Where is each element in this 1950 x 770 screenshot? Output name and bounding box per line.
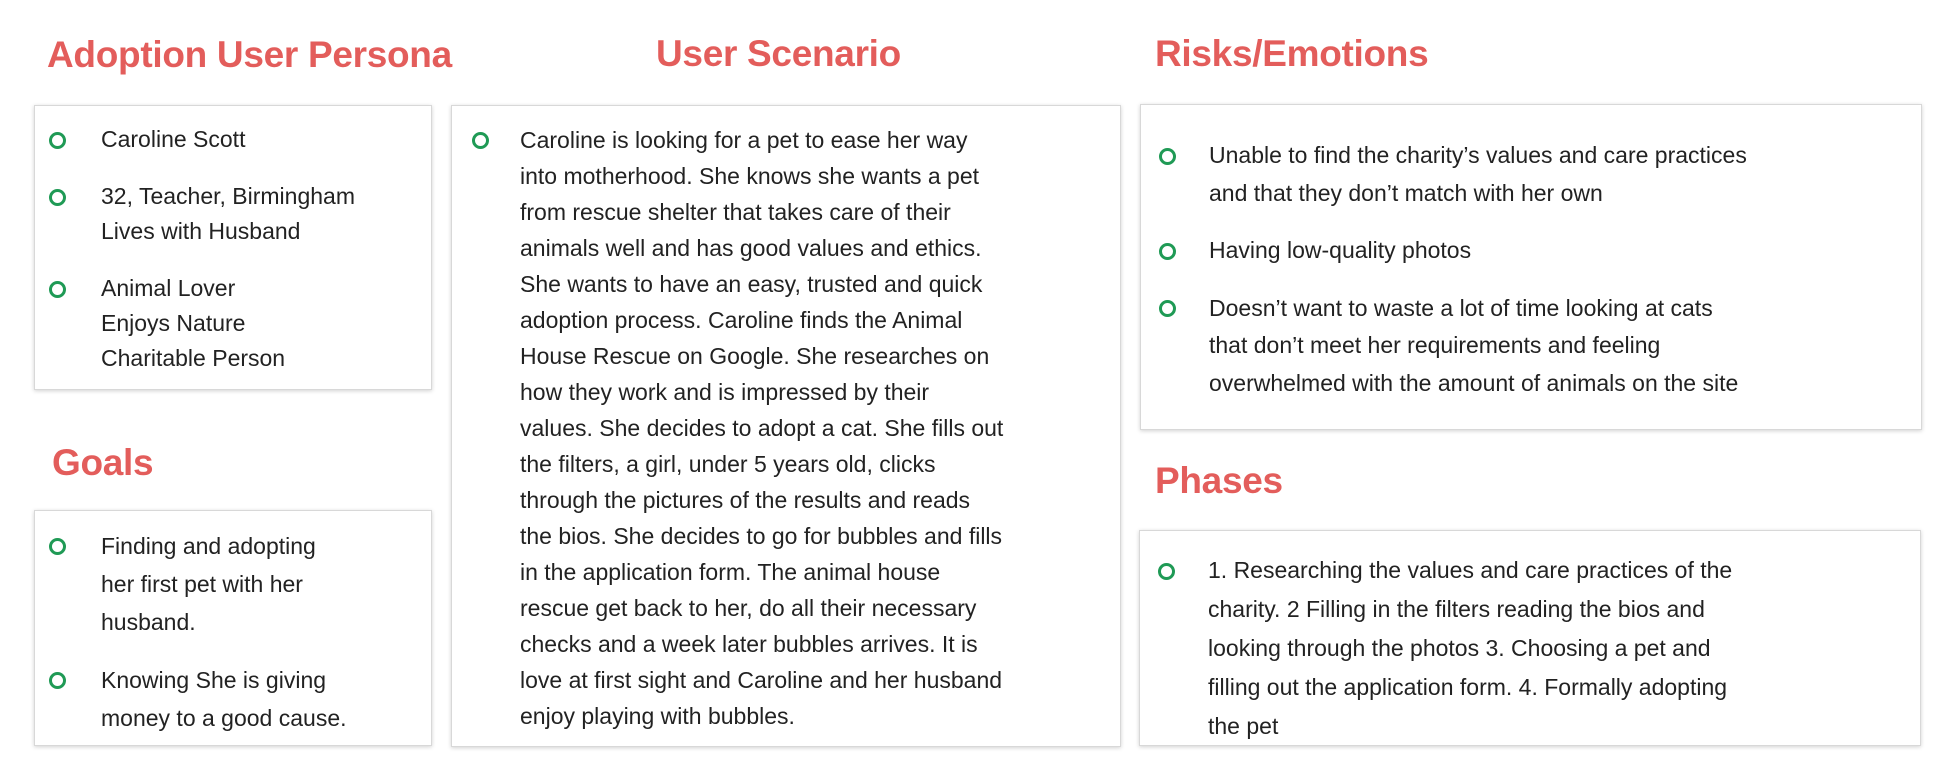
list-item <box>1140 551 1920 746</box>
list-item <box>1141 290 1921 403</box>
bullet-circle-icon <box>1159 148 1176 165</box>
item-text-line: in the application form. The animal house <box>520 559 941 585</box>
item-text-line: animals well and has good values and ethics. <box>520 235 982 261</box>
item-text-line: Lives with Husband <box>101 218 301 244</box>
bullet-circle-icon <box>1159 300 1176 317</box>
list-item <box>35 661 431 737</box>
item-text-line: House Rescue on Google. She researches on <box>520 343 990 369</box>
item-text-line: the pet <box>1208 713 1279 739</box>
bullet-circle-icon <box>49 538 66 555</box>
item-text-line: Unable to find the charity’s values and care practices <box>1209 142 1747 168</box>
item-text-line: through the pictures of the results and reads <box>520 487 971 513</box>
item-text-line: filling out the application form. 4. Formally adopting <box>1208 674 1728 700</box>
list-item <box>1141 137 1921 212</box>
item-text-line: Knowing She is giving <box>101 667 327 693</box>
item-text-line: values. She decides to adopt a cat. She fills out <box>520 415 1004 441</box>
bullet-circle-icon <box>1159 243 1176 260</box>
list-item <box>35 179 431 249</box>
item-text-line: love at first sight and Caroline and her husband <box>520 667 1003 693</box>
persona-card <box>34 105 432 390</box>
item-text-line: 1. Researching the values and care practices of the <box>1208 557 1733 583</box>
item-text-line: Charitable Person <box>101 345 286 371</box>
bullet-circle-icon <box>49 672 66 689</box>
item-text-line: how they work and is impressed by their <box>520 379 930 405</box>
risks-card <box>1140 104 1922 430</box>
item-text-line: Caroline is looking for a pet to ease her way <box>520 127 968 153</box>
list-item <box>1141 232 1921 270</box>
item-text-line: 32, Teacher, Birmingham <box>101 183 355 209</box>
item-text-line: She wants to have an easy, trusted and quick <box>520 271 983 297</box>
phases-title: Phases <box>1155 460 1283 501</box>
phases-card <box>1139 530 1921 746</box>
goals-card <box>34 510 432 746</box>
item-text-line: the filters, a girl, under 5 years old, clicks <box>520 451 936 477</box>
item-text-line: overwhelmed with the amount of animals on the site <box>1209 369 1739 396</box>
item-text-line: that don’t meet her requirements and feeling <box>1209 332 1661 358</box>
item-text-line: Having low-quality photos <box>1209 237 1472 263</box>
item-text-line: and that they don’t match with her own <box>1209 179 1603 206</box>
item-text-line: Doesn’t want to waste a lot of time looking at cats <box>1209 294 1713 321</box>
item-text-line: from rescue shelter that takes care of their <box>520 199 951 225</box>
scenario-title: User Scenario <box>656 33 901 74</box>
goals-title: Goals <box>52 442 154 483</box>
item-text-line: into motherhood. She knows she wants a pet <box>520 163 980 189</box>
list-item <box>35 527 431 641</box>
item-text-line: husband. <box>101 609 196 635</box>
item-text-line: rescue get back to her, do all their necessary <box>520 595 977 621</box>
item-text-line: adoption process. Caroline finds the Animal <box>520 307 963 333</box>
list-item <box>452 122 1120 734</box>
item-text-line: Caroline Scott <box>101 126 246 152</box>
item-text-line: enjoy playing with bubbles. <box>520 703 795 729</box>
persona-title: Adoption User Persona <box>47 34 452 75</box>
item-text-line: Animal Lover <box>101 275 236 301</box>
list-item <box>35 271 431 376</box>
list-item <box>35 122 431 157</box>
item-text-line: Finding and adopting <box>101 533 316 559</box>
item-text-line: looking through the photos 3. Choosing a pet and <box>1208 635 1711 661</box>
bullet-circle-icon <box>49 189 66 206</box>
item-text-line: her first pet with her <box>101 571 303 597</box>
bullet-circle-icon <box>1158 563 1175 580</box>
bullet-circle-icon <box>49 132 66 149</box>
item-text-line: the bios. She decides to go for bubbles and fills <box>520 523 1003 549</box>
bullet-circle-icon <box>49 281 66 298</box>
risks-title: Risks/Emotions <box>1155 33 1429 74</box>
scenario-card <box>451 105 1121 747</box>
bullet-circle-icon <box>472 132 489 149</box>
item-text-line: money to a good cause. <box>101 705 347 731</box>
item-text-line: charity. 2 Filling in the filters reading the bios and <box>1208 596 1705 622</box>
item-text-line: checks and a week later bubbles arrives. It is <box>520 631 978 657</box>
item-text-line: Enjoys Nature <box>101 310 246 336</box>
